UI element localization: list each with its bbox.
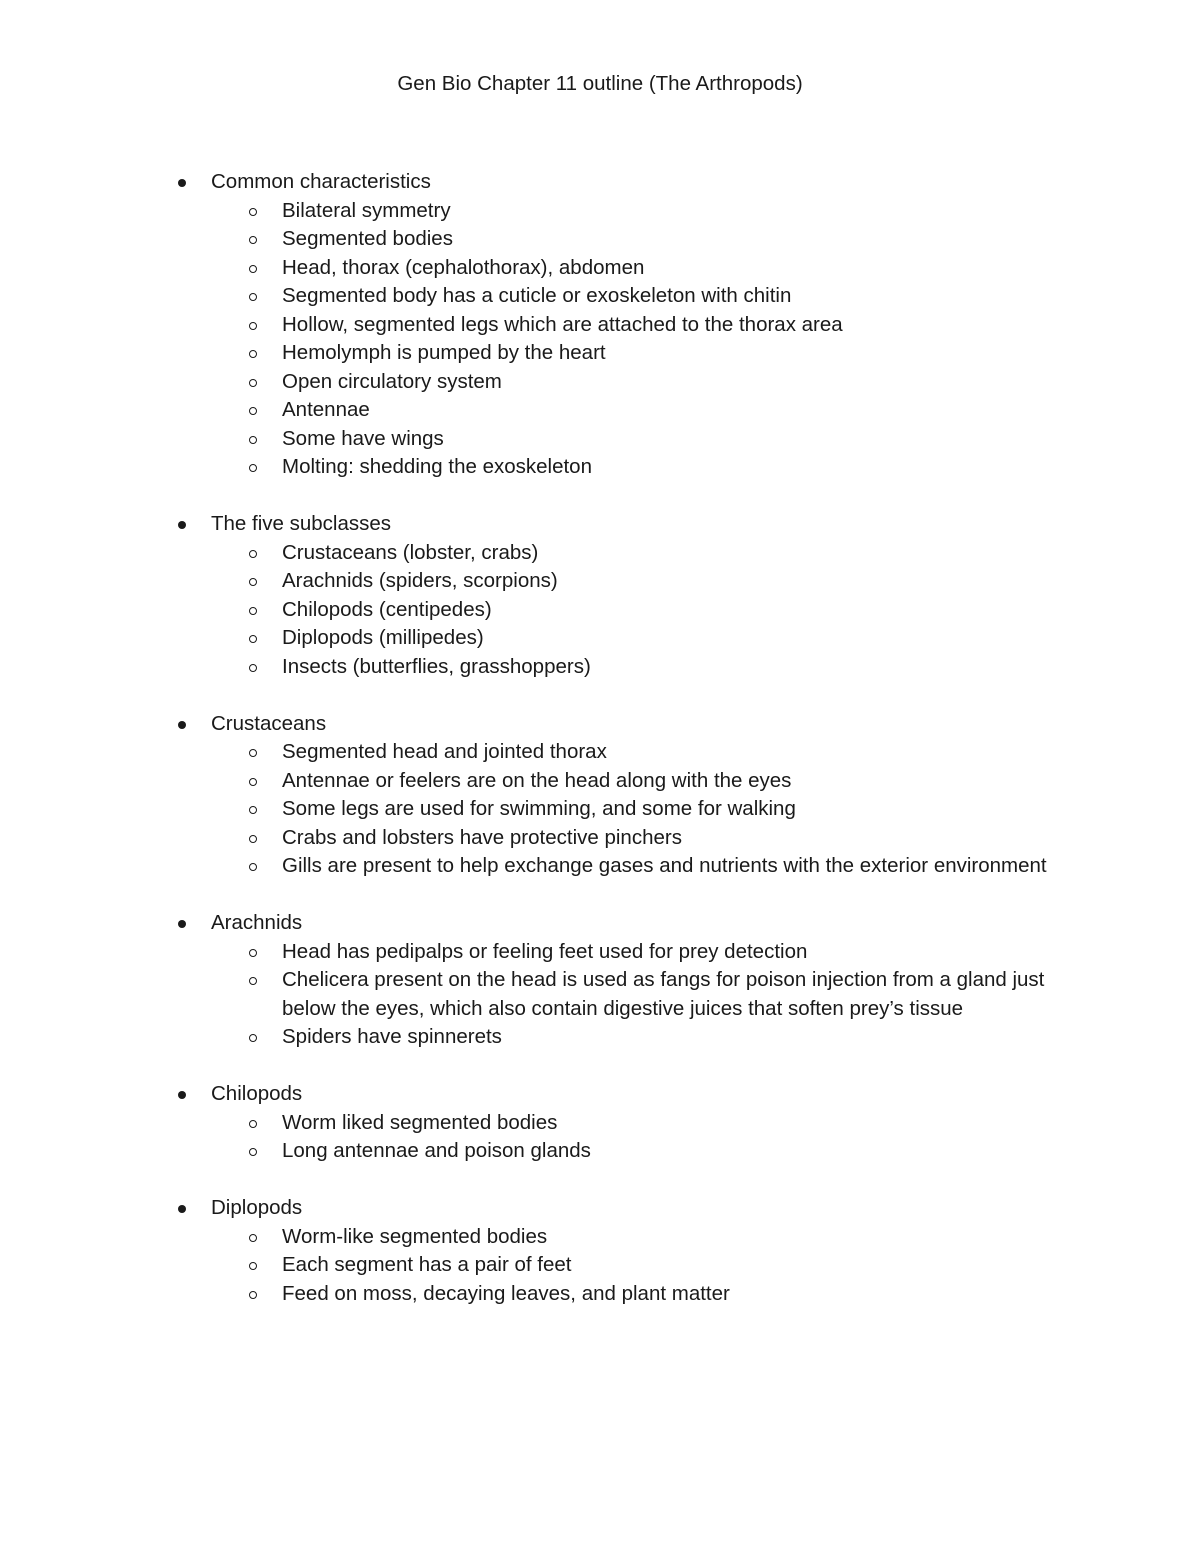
- hollow-bullet-icon: [249, 379, 257, 387]
- section-heading: Chilopods: [211, 1082, 303, 1105]
- hollow-bullet-icon: [249, 835, 257, 843]
- list-item-text: Gills are present to help exchange gases and nutrients with the exterior environment: [282, 854, 1047, 877]
- list-item-text: Hollow, segmented legs which are attached to the thorax area: [282, 312, 843, 336]
- list-item: [0, 966, 1200, 1023]
- filled-bullet-icon: [178, 721, 186, 729]
- list-item-text: Arachnids (spiders, scorpions): [282, 569, 558, 592]
- hollow-bullet-icon: [249, 977, 257, 985]
- list-item: [0, 425, 1200, 454]
- hollow-bullet-icon: [249, 436, 257, 444]
- hollow-bullet-icon: [249, 863, 257, 871]
- filled-bullet-icon: [178, 1205, 186, 1213]
- list-item-text: Crustaceans (lobster, crabs): [282, 540, 539, 564]
- hollow-bullet-icon: [249, 806, 257, 814]
- hollow-bullet-icon: [249, 607, 257, 615]
- outline-section: [0, 1080, 1200, 1166]
- list-item: [0, 824, 1200, 853]
- list-item-text: Chelicera present on the head is used as fangs for poison injection from a gland just below the eyes, which also contain digestive juices that soften prey’s tissue: [282, 968, 1045, 1020]
- list-item: [0, 1251, 1200, 1280]
- list-item: [0, 1280, 1200, 1309]
- outline-section: [0, 909, 1200, 1052]
- outline-list: [0, 168, 1200, 1337]
- list-item-text: Worm-like segmented bodies: [282, 1224, 548, 1248]
- list-item: [0, 653, 1200, 682]
- list-item: [0, 795, 1200, 824]
- list-item-text: Segmented bodies: [282, 227, 453, 250]
- list-item-text: Spiders have spinnerets: [282, 1025, 502, 1048]
- hollow-bullet-icon: [249, 265, 257, 273]
- hollow-bullet-icon: [249, 293, 257, 301]
- hollow-bullet-icon: [249, 635, 257, 643]
- list-item-text: Head has pedipalps or feeling feet used for prey detection: [282, 939, 808, 963]
- list-item-text: Chilopods (centipedes): [282, 597, 492, 621]
- list-item: [0, 1137, 1200, 1166]
- hollow-bullet-icon: [249, 749, 257, 757]
- hollow-bullet-icon: [249, 1262, 257, 1270]
- list-item-text: Some have wings: [282, 426, 444, 450]
- list-item-text: Bilateral symmetry: [282, 198, 451, 222]
- list-item-text: Segmented head and jointed thorax: [282, 740, 607, 763]
- hollow-bullet-icon: [249, 1034, 257, 1042]
- hollow-bullet-icon: [249, 550, 257, 558]
- list-item: [0, 225, 1200, 254]
- hollow-bullet-icon: [249, 407, 257, 415]
- list-item-text: Antennae: [282, 398, 370, 421]
- section-heading: Crustaceans: [211, 711, 327, 735]
- hollow-bullet-icon: [249, 350, 257, 358]
- hollow-bullet-icon: [249, 1120, 257, 1128]
- list-item: [0, 1023, 1200, 1052]
- list-item: [0, 254, 1200, 283]
- list-item: [0, 567, 1200, 596]
- list-item-text: Antennae or feelers are on the head along with the eyes: [282, 768, 792, 792]
- document-title: Gen Bio Chapter 11 outline (The Arthropods): [397, 72, 803, 95]
- outline-section: [0, 1194, 1200, 1308]
- list-item: [0, 197, 1200, 226]
- filled-bullet-icon: [178, 521, 186, 529]
- section-heading-item: [0, 1194, 1200, 1223]
- list-item: [0, 852, 1200, 881]
- section-heading-item: [0, 710, 1200, 739]
- section-heading: Diplopods: [211, 1196, 303, 1219]
- list-item: [0, 624, 1200, 653]
- filled-bullet-icon: [178, 179, 186, 187]
- hollow-bullet-icon: [249, 578, 257, 586]
- hollow-bullet-icon: [249, 464, 257, 472]
- list-item: [0, 938, 1200, 967]
- list-item: [0, 539, 1200, 568]
- section-heading: Arachnids: [211, 911, 303, 934]
- list-item-text: Open circulatory system: [282, 369, 502, 393]
- section-heading: Common characteristics: [211, 170, 431, 193]
- section-heading: The five subclasses: [211, 512, 392, 535]
- list-item: [0, 368, 1200, 397]
- list-item-text: Segmented body has a cuticle or exoskeleton with chitin: [282, 284, 792, 307]
- filled-bullet-icon: [178, 920, 186, 928]
- list-item: [0, 339, 1200, 368]
- list-item-text: Some legs are used for swimming, and some for walking: [282, 797, 796, 820]
- list-item-text: Diplopods (millipedes): [282, 626, 484, 649]
- hollow-bullet-icon: [249, 664, 257, 672]
- hollow-bullet-icon: [249, 208, 257, 216]
- outline-section: [0, 168, 1200, 482]
- list-item-text: Worm liked segmented bodies: [282, 1110, 558, 1134]
- list-item: [0, 596, 1200, 625]
- list-item-text: Each segment has a pair of feet: [282, 1253, 572, 1276]
- list-item: [0, 1223, 1200, 1252]
- outline-section: [0, 710, 1200, 881]
- section-heading-item: [0, 510, 1200, 539]
- hollow-bullet-icon: [249, 949, 257, 957]
- list-item-text: Insects (butterflies, grasshoppers): [282, 654, 591, 678]
- list-item-text: Head, thorax (cephalothorax), abdomen: [282, 255, 645, 279]
- list-item: [0, 282, 1200, 311]
- section-heading-item: [0, 909, 1200, 938]
- list-item: [0, 396, 1200, 425]
- section-heading-item: [0, 1080, 1200, 1109]
- list-item: [0, 738, 1200, 767]
- list-item-text: Molting: shedding the exoskeleton: [282, 455, 592, 478]
- list-item-text: Long antennae and poison glands: [282, 1139, 591, 1162]
- hollow-bullet-icon: [249, 1291, 257, 1299]
- outline-section: [0, 510, 1200, 681]
- hollow-bullet-icon: [249, 1234, 257, 1242]
- list-item: [0, 311, 1200, 340]
- list-item-text: Crabs and lobsters have protective pinchers: [282, 825, 682, 849]
- hollow-bullet-icon: [249, 778, 257, 786]
- section-heading-item: [0, 168, 1200, 197]
- list-item: [0, 1109, 1200, 1138]
- filled-bullet-icon: [178, 1091, 186, 1099]
- hollow-bullet-icon: [249, 1148, 257, 1156]
- hollow-bullet-icon: [249, 322, 257, 330]
- list-item: [0, 767, 1200, 796]
- list-item-text: Hemolymph is pumped by the heart: [282, 341, 606, 364]
- list-item-text: Feed on moss, decaying leaves, and plant matter: [282, 1281, 730, 1305]
- list-item: [0, 453, 1200, 482]
- hollow-bullet-icon: [249, 236, 257, 244]
